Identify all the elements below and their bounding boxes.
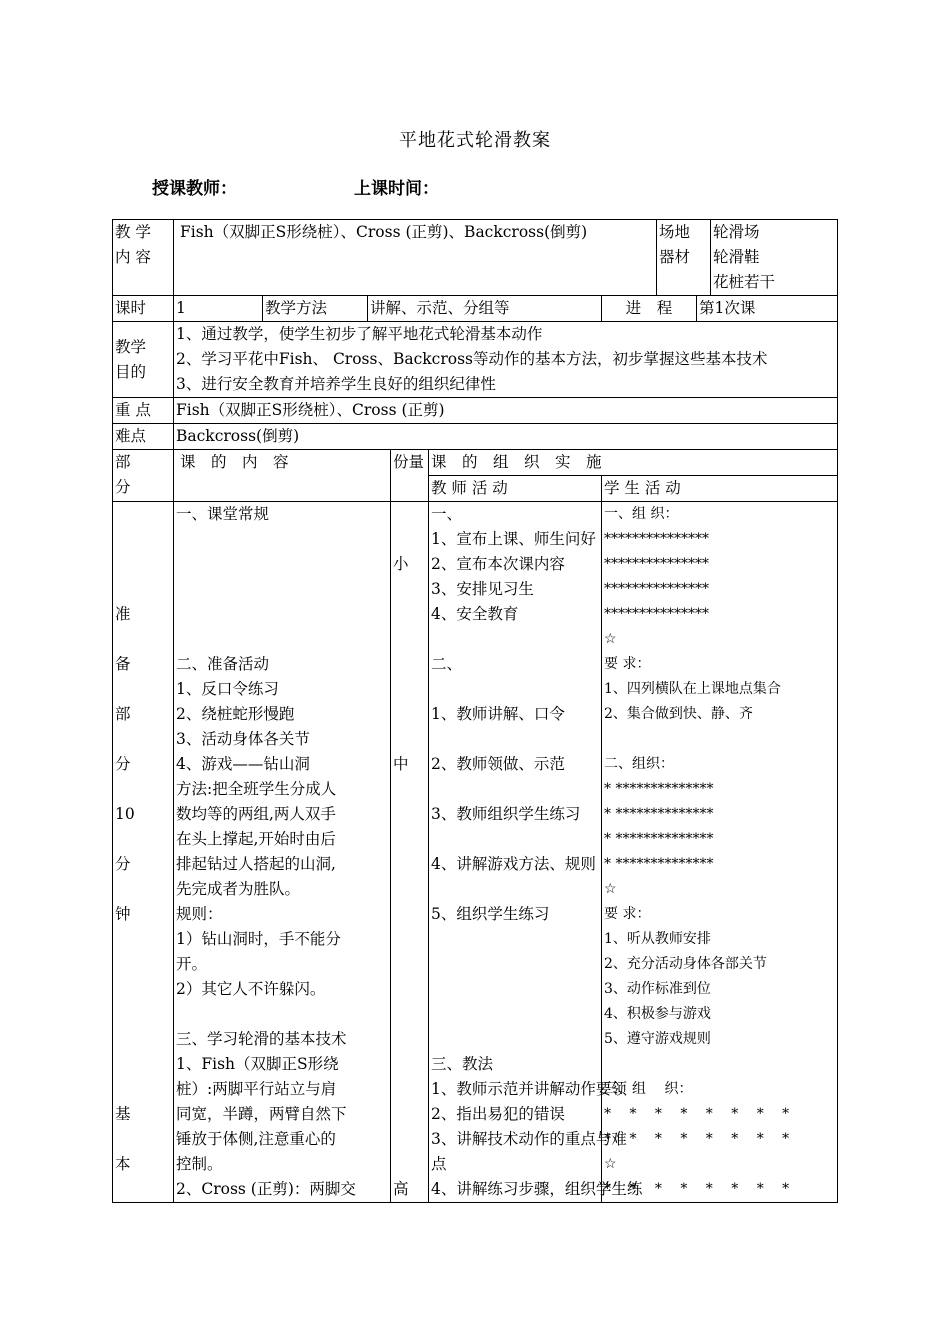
part-line: 备	[115, 655, 131, 673]
venue-label-cell	[657, 220, 711, 296]
student-column	[602, 502, 838, 1203]
part-line: 10	[115, 805, 135, 823]
lesson-plan-table	[112, 219, 838, 1203]
content-line: 桩）:两脚平行站立与肩	[176, 1080, 337, 1098]
student-activity-line: 二、组织：	[604, 756, 674, 772]
teacher-activity-line: 1、教师讲解、口令	[431, 705, 565, 723]
method-label: 教学方法	[263, 296, 368, 322]
amount-line	[393, 902, 426, 927]
part-line	[115, 577, 171, 602]
teacher-activity-line	[431, 677, 599, 702]
method-value: 讲解、示范、分组等	[368, 296, 602, 322]
content-line: 先完成者为胜队。	[176, 880, 301, 898]
teacher-activity-line: 4、安全教育	[431, 605, 519, 623]
teacher-activity-line	[431, 952, 599, 977]
teacher-activity-line: 5、组织学生练习	[431, 905, 550, 923]
progress-value: 第1次课	[697, 296, 838, 322]
student-activity-header: 学 生 活 动	[602, 476, 838, 502]
venue-value-2: 轮滑鞋	[713, 248, 760, 266]
part-line	[115, 1077, 171, 1102]
content-line: 2、绕桩蛇形慢跑	[176, 705, 295, 723]
teacher-activity-line	[431, 627, 599, 652]
amount-line	[393, 627, 426, 652]
content-label-1: 教 学	[115, 223, 151, 241]
student-activity-line: 4、积极参与游戏	[604, 1006, 711, 1022]
part-line: 本	[115, 1155, 131, 1173]
content-line: 1、反口令练习	[176, 680, 279, 698]
hard-row	[113, 424, 838, 450]
student-activity-line: * * * * * * * *	[604, 1181, 790, 1197]
student-activity-line: * * * * * * * *	[604, 1131, 790, 1147]
content-header: 课 的 内 容	[174, 450, 391, 502]
student-activity-line: 三、组 织：	[604, 1081, 693, 1097]
hours-value: 1	[174, 296, 263, 322]
content-line	[176, 602, 388, 627]
content-line	[176, 627, 388, 652]
part-line: 准	[115, 605, 131, 623]
part-line	[115, 1027, 171, 1052]
part-line: 分	[115, 755, 131, 773]
goal-label-cell	[113, 322, 174, 398]
content-line: 规则：	[176, 905, 223, 923]
key-row	[113, 398, 838, 424]
amount-line	[393, 1102, 426, 1127]
plan-body-row	[113, 502, 838, 1203]
teacher-activity-line	[431, 1002, 599, 1027]
student-activity-line: ***************	[604, 556, 709, 572]
amount-line	[393, 602, 426, 627]
amount-line	[393, 502, 426, 527]
teacher-activity-line: 3、安排见习生	[431, 580, 534, 598]
venue-label-1: 场地	[659, 223, 691, 241]
part-line	[115, 527, 171, 552]
amount-line	[393, 1002, 426, 1027]
progress-label: 进 程	[602, 296, 697, 322]
content-line: 3、活动身体各关节	[176, 730, 310, 748]
part-line: 部	[115, 705, 131, 723]
content-line: 2、Cross (正剪)：两脚交	[176, 1180, 356, 1198]
part-header-2: 分	[115, 478, 131, 496]
amount-line	[393, 702, 426, 727]
content-label-2: 内 容	[115, 248, 151, 266]
teacher-activity-line	[431, 927, 599, 952]
teacher-activity-line	[431, 877, 599, 902]
content-line: 开。	[176, 955, 208, 973]
amount-line	[393, 852, 426, 877]
teacher-activity-line: 点	[431, 1155, 447, 1173]
part-header-1: 部	[115, 453, 131, 471]
amount-line: 小	[393, 555, 409, 573]
goal-lines-cell	[174, 322, 838, 398]
student-activity-line: * **************	[604, 856, 714, 872]
goal-label-1: 教学	[115, 337, 147, 356]
amount-line	[393, 1027, 426, 1052]
amount-line	[393, 1127, 426, 1152]
content-value: Fish（双脚正S形绕桩）、Cross (正剪)、Backcross(倒剪)	[174, 220, 657, 296]
part-header-cell	[113, 450, 174, 502]
venue-value-1: 轮滑场	[713, 223, 760, 241]
part-line	[115, 627, 171, 652]
teacher-activity-line: 一、	[431, 505, 463, 523]
student-activity-line: 要 求：	[604, 906, 651, 922]
amount-line	[393, 777, 426, 802]
student-activity-line: ***************	[604, 606, 709, 622]
content-line: 锤放于体侧,注意重心的	[176, 1130, 336, 1148]
teacher-label: 授课教师：	[152, 179, 237, 199]
content-line: 数均等的两组,两人双手	[176, 805, 336, 823]
content-line: 1、Fish（双脚正S形绕	[176, 1055, 339, 1073]
amount-line	[393, 877, 426, 902]
plan-header-row-1	[113, 450, 838, 476]
teacher-activity-line: 4、讲解练习步骤，组织学生练	[431, 1180, 643, 1198]
teacher-activity-line: 3、讲解技术动作的重点与难	[431, 1130, 627, 1148]
hard-value: Backcross(倒剪)	[174, 424, 838, 450]
document-title: 平地花式轮滑教案	[399, 130, 551, 151]
hard-label: 难点	[113, 424, 174, 450]
goal-line-1: 1、通过教学，使学生初步了解平地花式轮滑基本动作	[176, 325, 543, 343]
amount-line	[393, 577, 426, 602]
student-activity-line: * * * * * * * *	[604, 1106, 790, 1122]
part-line	[115, 777, 171, 802]
goal-row	[113, 322, 838, 398]
hours-label: 课时	[113, 296, 174, 322]
amount-line	[393, 1077, 426, 1102]
amount-line	[393, 677, 426, 702]
key-label: 重 点	[113, 398, 174, 424]
teacher-activity-line: 三、教法	[431, 1055, 494, 1073]
content-line: 排起钻过人搭起的山洞,	[176, 855, 336, 873]
part-line	[115, 1127, 171, 1152]
teacher-activity-line: 2、指出易犯的错误	[431, 1105, 565, 1123]
part-line	[115, 727, 171, 752]
part-column	[113, 502, 174, 1203]
content-line	[176, 577, 388, 602]
amount-line	[393, 952, 426, 977]
venue-label-2: 器材	[659, 248, 691, 266]
goal-label-2: 目的	[115, 362, 147, 381]
teacher-activity-line: 1、宣布上课、师生问好	[431, 530, 596, 548]
content-line: 在头上撑起,开始时由后	[176, 830, 336, 848]
part-line: 分	[115, 855, 131, 873]
part-line	[115, 552, 171, 577]
class-time-label: 上课时间：	[354, 179, 439, 199]
venue-value-cell	[711, 220, 838, 296]
student-activity-line: 3、动作标准到位	[604, 981, 711, 997]
teacher-activity-line	[431, 727, 599, 752]
content-line: 同宽，半蹲，两臂自然下	[176, 1105, 347, 1123]
amount-line	[393, 827, 426, 852]
student-activity-line: ☆	[604, 631, 617, 647]
student-activity-line	[604, 727, 835, 752]
student-activity-line: ***************	[604, 531, 709, 547]
student-activity-line	[604, 1052, 835, 1077]
student-activity-line: 1、四列横队在上课地点集合	[604, 681, 781, 697]
teacher-activity-line: 1、教师示范并讲解动作要领	[431, 1080, 627, 1098]
hours-row	[113, 296, 838, 322]
part-line	[115, 1002, 171, 1027]
content-column	[174, 502, 391, 1203]
content-line	[176, 527, 388, 552]
content-line	[176, 552, 388, 577]
part-line	[115, 877, 171, 902]
amount-line	[393, 652, 426, 677]
part-line: 基	[115, 1105, 131, 1123]
content-line: 方法:把全班学生分成人	[176, 780, 337, 798]
content-row	[113, 220, 838, 296]
content-line: 4、游戏——钻山洞	[176, 755, 310, 773]
part-line	[115, 827, 171, 852]
part-line	[115, 502, 171, 527]
teacher-activity-line: 2、教师领做、示范	[431, 755, 565, 773]
content-line	[176, 1002, 388, 1027]
content-line: 三、学习轮滑的基本技术	[176, 1030, 347, 1048]
goal-line-3: 3、进行安全教育并培养学生良好的组织纪律性	[176, 375, 496, 393]
part-line	[115, 1052, 171, 1077]
amount-line	[393, 977, 426, 1002]
teacher-activity-line	[431, 977, 599, 1002]
teacher-activity-line: 4、讲解游戏方法、规则	[431, 855, 596, 873]
amount-line	[393, 1052, 426, 1077]
part-line	[115, 952, 171, 977]
amount-line	[393, 927, 426, 952]
amount-line	[393, 802, 426, 827]
goal-line-2: 2、学习平花中Fish、 Cross、Backcross等动作的基本方法，初步掌握这些基本技术	[176, 350, 768, 368]
teacher-activity-line	[431, 827, 599, 852]
amount-line: 高	[393, 1180, 409, 1198]
teacher-activity-header: 教 师 活 动	[429, 476, 602, 502]
student-activity-line: ☆	[604, 881, 617, 897]
student-activity-line: 1、听从教师安排	[604, 931, 711, 947]
content-line: 控制。	[176, 1155, 223, 1173]
amount-column	[391, 502, 429, 1203]
teacher-activity-line: 2、宣布本次课内容	[431, 555, 565, 573]
teacher-activity-line: 3、教师组织学生练习	[431, 805, 581, 823]
amount-header: 份量	[391, 450, 429, 502]
content-line: 1）钻山洞时，手不能分	[176, 930, 341, 948]
teacher-activity-line: 二、	[431, 655, 463, 673]
student-activity-line: * **************	[604, 806, 714, 822]
student-activity-line: 一、组 织：	[604, 506, 679, 522]
student-activity-line: ***************	[604, 581, 709, 597]
amount-line	[393, 727, 426, 752]
content-line: 二、准备活动	[176, 655, 270, 673]
student-activity-line: 2、集合做到快、静、齐	[604, 706, 753, 722]
content-line: 2）其它人不许躲闪。	[176, 980, 326, 998]
student-activity-line: ☆	[604, 1156, 617, 1172]
teacher-activity-line	[431, 1027, 599, 1052]
teacher-activity-line	[431, 777, 599, 802]
amount-line: 中	[393, 755, 409, 773]
part-line	[115, 677, 171, 702]
implementation-header: 课 的 组 织 实 施	[429, 450, 838, 476]
student-activity-line: 要 求：	[604, 656, 651, 672]
amount-line	[393, 1152, 426, 1177]
amount-line	[393, 527, 426, 552]
part-line	[115, 927, 171, 952]
student-activity-line: 5、遵守游戏规则	[604, 1031, 711, 1047]
student-activity-line: * **************	[604, 831, 714, 847]
venue-value-3: 花桩若干	[713, 273, 776, 291]
content-label-cell	[113, 220, 174, 296]
student-activity-line: 2、充分活动身体各部关节	[604, 956, 767, 972]
content-line: 一、课堂常规	[176, 505, 270, 523]
key-value: Fish（双脚正S形绕桩）、Cross (正剪)	[174, 398, 838, 424]
part-line	[115, 977, 171, 1002]
student-activity-line: * **************	[604, 781, 714, 797]
part-line: 钟	[115, 905, 131, 923]
